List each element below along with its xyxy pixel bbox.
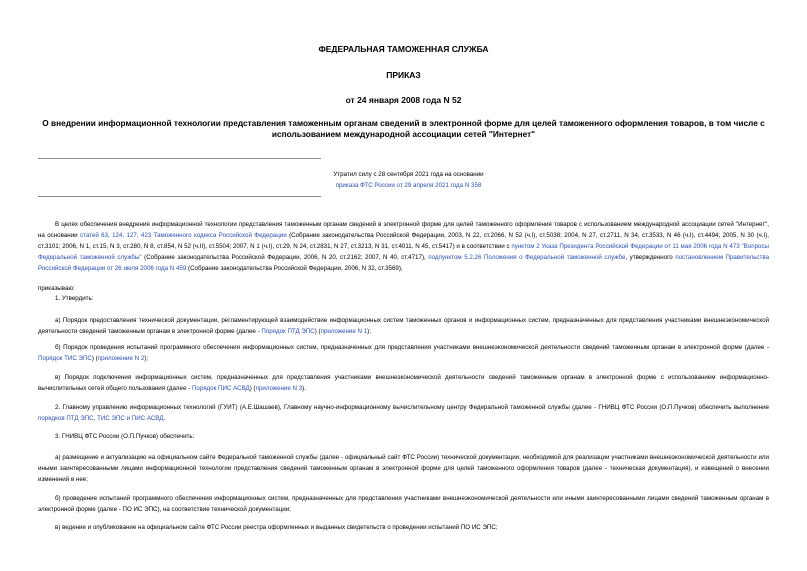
regulation-subpoint-link[interactable]: подпунктом 5.2.26 Положения о Федеральной таможенной службе: [428, 254, 626, 261]
item-text: ) (: [91, 355, 98, 362]
appendix-1-link[interactable]: приложение N 1: [320, 328, 368, 335]
order-word: приказываю:: [38, 285, 75, 292]
preamble-text: (Собрание законодательства Российской Федерации, 2006, N 20, ст.2162; 2007, N 40, ст.4717),: [141, 254, 429, 261]
item-3a: а) размещение и актуализацию на официальном сайте Федеральной таможенной службы (далее - официальный сайт ФТС России) технической документации, необходимой для реализации участниками внешнеэкономической деятельности или иными заинтересованными лицами информационной технологии представления сведений таможенным органам в электронной форме для целей таможенного оформления товаров (далее - техническая документация), и извещений о внесении изменений в нее;: [38, 454, 769, 483]
document-title: О внедрении информационной технологии представления таможенным органам сведений в электронной форме для целей таможенного оформления товаров, в том числе с использованием международной ассоциации сетей "Интернет": [42, 118, 765, 139]
item-text: 2. Главному управлению информационных технологий (ГУИТ) (А.Е.Шашаев), Главному научно-информационному вычислительному центру Федеральной таможенной службы (далее - ГНИВЦ ФТС России (О.П.Пучков) обеспечить выполнение: [55, 404, 769, 411]
agency-heading: ФЕДЕРАЛЬНАЯ ТАМОЖЕННАЯ СЛУЖБА: [318, 44, 489, 54]
procedures-link[interactable]: порядков ПТД ЭПС, ТИС ЭПС и ПИС АСВД: [38, 415, 164, 422]
divider-bottom: [38, 196, 321, 197]
item-text: ) (: [249, 385, 256, 392]
pis-asvd-link[interactable]: Порядок ПИС АСВД: [191, 385, 250, 392]
preamble-text: , утвержденного: [625, 254, 676, 261]
customs-code-link[interactable]: статей 63, 124, 127, 423 Таможенного кодекса Российской Федерации: [79, 232, 287, 239]
preamble-text: (Собрание законодательства Российской Федерации, 2006, N 32, ст.3569),: [186, 265, 403, 272]
government-resolution-link[interactable]: постановлением Правительства Российской Федерации от 26 июля 2006 года N 459: [38, 254, 770, 272]
item-3b: б) проведение испытаний программного обеспечения информационных систем, предназначенных для представления участниками внешнеэкономической деятельности или иными заинтересованными лицами сведений таможенным органам в электронной форме (далее - ПО ИС ЭПС), на соответствие технической документации;: [38, 495, 769, 513]
item-text: а) Порядок предоставления технической документации, регламентирующей взаимодействие информационных систем таможенных органов и информационных систем, предназначенных для представления участниками внешнеэкономической деятельности сведений таможенным органам в электронной форме (далее -: [38, 317, 769, 335]
document-date-number: от 24 января 2008 года N 52: [345, 95, 462, 105]
item-1a: [38, 315, 769, 337]
preamble-paragraph: [38, 219, 769, 274]
preamble-text: (Собрание законодательства Российской Федерации, 2003, N 22, ст.2066, N 52 (ч.I), ст.5038; 2004, N 27, ст.2711, N 34, ст.3533, N 46 (ч.I), ст.4494; 2005, N 30 (ч.I), ст.3101; 2006, N 1, ст.15, N 3, ст.280, N 8, ст.854, N 52 (ч.II), ст.5504; 2007, N 1 (ч.I), ст.29, N 24, ст.2831, N 27, ст.3213, N 31, ст.4011, N 45, ст.5417) и в соответствии с: [38, 232, 769, 250]
document-type: ПРИКАЗ: [386, 70, 421, 80]
appendix-2-link[interactable]: приложение N 2: [97, 355, 145, 362]
divider-top: [38, 158, 321, 159]
item-3-heading: 3. ГНИВЦ ФТС России (О.П.Пучков) обеспечить:: [55, 433, 195, 440]
status-note-link[interactable]: приказа ФТС России от 29 апреля 2021 года N 358: [335, 182, 482, 189]
item-3c: в) ведение и опубликование на официальном сайте ФТС России реестра оформленных и выданных свидетельств о проведении испытаний ПО ИС ЭПС;: [55, 524, 498, 531]
item-text: б) Порядок проведения испытаний программного обеспечения информационных систем, предназначенных для представления участниками внешнеэкономической деятельности сведений таможенным органам в электронной форме (далее -: [55, 344, 769, 351]
presidential-decree-link[interactable]: пунктом 2 Указа Президента Российской Федерации от 11 мая 2006 года N 473 "Вопросы Федеральной таможенной службы": [38, 243, 769, 261]
item-text: в) Порядок подключения информационных систем, предназначенных для представления участниками внешнеэкономической деятельности сведений таможенным органам в электронной форме с использованием информационно-вычислительных сетей общего пользования (далее -: [38, 374, 769, 392]
tis-eps-link[interactable]: Порядок ТИС ЭПС: [38, 355, 92, 362]
item-text: ) (: [314, 328, 321, 335]
item-1b: [38, 342, 769, 364]
status-note-text: Утратил силу с 28 сентября 2021 года на основании: [333, 171, 484, 178]
item-1c: [38, 372, 769, 394]
ptd-eps-link[interactable]: Порядок ПТД ЭПС: [261, 328, 315, 335]
item-text: );: [367, 328, 371, 335]
item-2: [38, 402, 769, 424]
item-1-heading: 1. Утвердить:: [55, 295, 94, 302]
appendix-3-link[interactable]: приложение N 3: [255, 385, 303, 392]
item-text: );: [144, 355, 149, 362]
preamble-text: В целях обеспечения внедрения информационной технологии представления таможенным органам сведений в электронной форме для целей таможенного оформления товаров с использованием международной ассоциации сетей "Интернет", на основании: [38, 221, 769, 239]
item-text: .: [163, 415, 166, 422]
item-text: ).: [302, 385, 306, 392]
status-note: [230, 169, 587, 191]
